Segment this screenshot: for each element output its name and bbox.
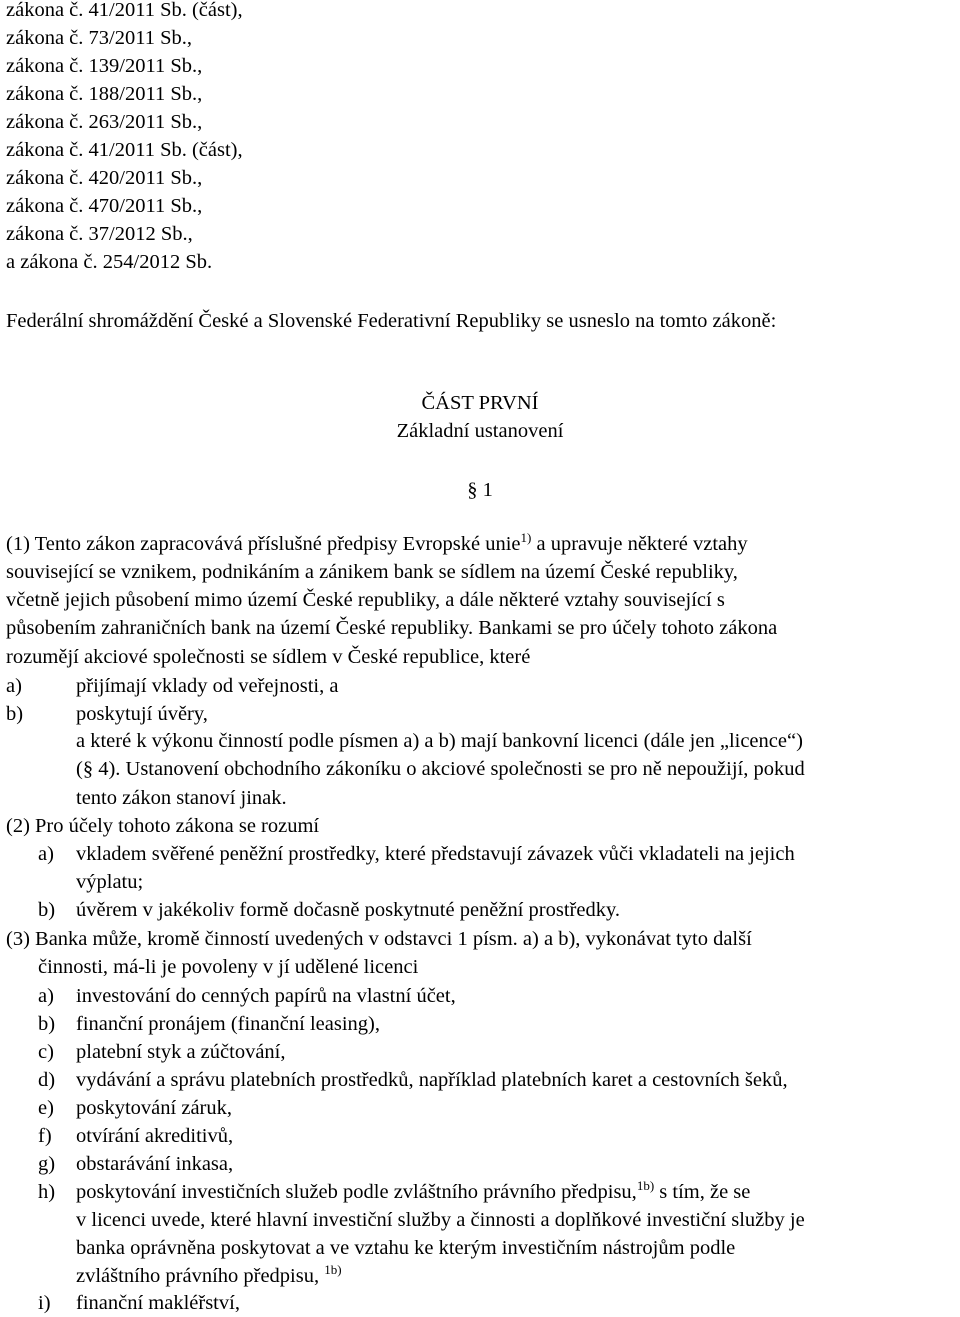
paragraph-1-line: (1) Tento zákon zapracovává příslušné předpisy Evropské unie$^{1)}$ a upravuje některé vztahy: [6, 530, 748, 555]
list-item-label: i): [38, 1292, 51, 1314]
citation-line: zákona č. 73/2011 Sb.,: [6, 27, 192, 49]
footnote-ref: 1b): [324, 1262, 342, 1277]
paragraph-1-line: související se vznikem, podnikáním a zánikem bank se sídlem na území České republiky,: [6, 561, 738, 583]
paragraph-3-line: činnosti, má-li je povoleny v jí udělené licenci: [38, 956, 419, 978]
paragraph-label: (3): [6, 928, 30, 950]
paragraph-1-line: rozumějí akciové společnosti se sídlem v České republice, které: [6, 646, 531, 668]
list-item-text: investování do cenných papírů na vlastní účet,: [76, 985, 456, 1007]
list-item-text: vydávání a správu platebních prostředků, například platebních karet a cestovních šeků,: [76, 1069, 788, 1091]
part-title: Základní ustanovení: [396, 420, 564, 442]
list-item-label: g): [38, 1153, 56, 1175]
list-item-label: f): [38, 1125, 52, 1147]
list-item-label: b): [38, 1013, 56, 1035]
paragraph-1-line: (§ 4). Ustanovení obchodního zákoníku o akciové společnosti se pro ně nepoužijí, pokud: [76, 758, 805, 780]
list-item-label: a): [38, 843, 54, 865]
paragraph-label: (2): [6, 815, 30, 837]
list-item-text: obstarávání inkasa,: [76, 1153, 234, 1175]
list-item-text: přijímají vklady od veřejnosti, a: [76, 675, 339, 697]
list-item-label: c): [38, 1041, 54, 1063]
citation-line: zákona č. 188/2011 Sb.,: [6, 83, 203, 105]
list-item-text: zvláštního právního předpisu, $^{1b)}$: [76, 1262, 342, 1287]
citation-line: zákona č. 420/2011 Sb.,: [6, 167, 203, 189]
paragraph-1-line: tento zákon stanoví jinak.: [76, 787, 287, 809]
citation-line: a zákona č. 254/2012 Sb.: [6, 251, 213, 273]
footnote-ref: 1b): [636, 1178, 655, 1193]
list-item-text: v licenci uvede, které hlavní investiční služby a činnosti a doplňkové investiční služby je: [76, 1209, 805, 1231]
list-item-label: a): [38, 985, 54, 1007]
list-item-text: poskytování investičních služeb podle zvláštního právního předpisu,$^{1b)}$ s tím, že se: [76, 1178, 751, 1203]
list-item-text: poskytují úvěry,: [76, 703, 208, 725]
paragraph-label: (1): [6, 533, 30, 555]
preamble: Federální shromáždění České a Slovenské Federativní Republiky se usneslo na tomto zákoně:: [6, 310, 777, 332]
paragraph-1-line: a které k výkonu činností podle písmen a) a b) mají bankovní licenci (dále jen „licence“): [76, 730, 803, 752]
citation-line: zákona č. 470/2011 Sb.,: [6, 195, 203, 217]
citation-line: zákona č. 263/2011 Sb.,: [6, 111, 203, 133]
list-item-text: otvírání akreditivů,: [76, 1125, 234, 1147]
list-item-text: úvěrem v jakékoliv formě dočasně poskytnuté peněžní prostředky.: [76, 899, 621, 921]
citation-line: zákona č. 41/2011 Sb. (část),: [6, 0, 243, 21]
part-heading: ČÁST PRVNÍ: [421, 392, 539, 414]
list-item-text: poskytování záruk,: [76, 1097, 232, 1119]
list-item-label: a): [6, 675, 22, 697]
list-item-label: b): [6, 703, 24, 725]
paragraph-3-line: (3) Banka může, kromě činností uvedených v odstavci 1 písm. a) a b), vykonávat tyto další: [6, 928, 752, 950]
list-item-label: h): [38, 1181, 56, 1203]
paragraph-1-line: působením zahraničních bank na území České republiky. Bankami se pro účely tohoto zákona: [6, 617, 778, 639]
citation-line: zákona č. 139/2011 Sb.,: [6, 55, 203, 77]
list-item-text: finanční makléřství,: [76, 1292, 240, 1314]
list-item-label: b): [38, 899, 56, 921]
list-item-label: e): [38, 1097, 54, 1119]
list-item-text: výplatu;: [76, 871, 144, 893]
list-item-text: platební styk a zúčtování,: [76, 1041, 286, 1063]
list-item-text: finanční pronájem (finanční leasing),: [76, 1013, 380, 1035]
list-item-label: d): [38, 1069, 56, 1091]
section-mark: § 1: [467, 479, 493, 501]
paragraph-2-line: (2) Pro účely tohoto zákona se rozumí: [6, 815, 320, 837]
citation-line: zákona č. 41/2011 Sb. (část),: [6, 139, 243, 161]
footnote-ref: 1): [520, 530, 532, 545]
citation-line: zákona č. 37/2012 Sb.,: [6, 223, 193, 245]
list-item-text: vkladem svěřené peněžní prostředky, které představují závazek vůči vkladateli na jejich: [76, 843, 795, 865]
paragraph-1-line: včetně jejich působení mimo území České republiky, a dále některé vztahy související s: [6, 589, 725, 611]
list-item-text: banka oprávněna poskytovat a ve vztahu ke kterým investičním nástrojům podle: [76, 1237, 736, 1259]
